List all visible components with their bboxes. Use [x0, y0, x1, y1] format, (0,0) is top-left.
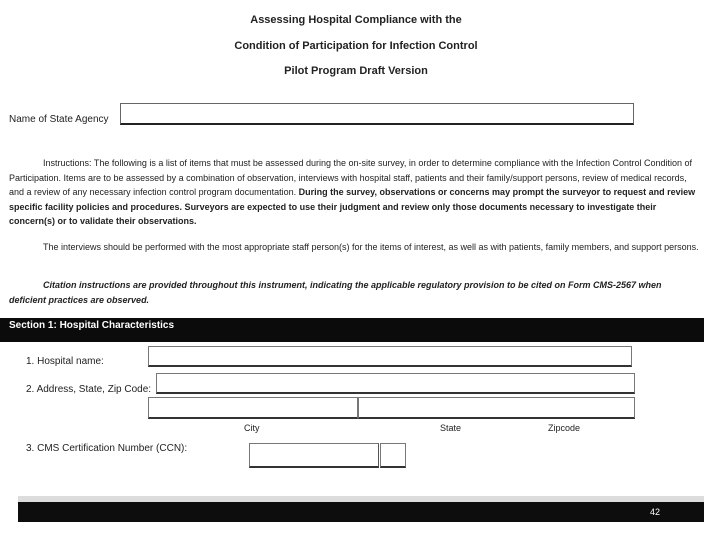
citation-paragraph: [9, 278, 699, 307]
instructions-bold-text: During the survey, observations or concerns may prompt the surveyor to request and review specific facility policies and procedures. Surveyors are expected to use their judgment and review only those documents necessary to investigate their concern(s) or to validate their observations.: [9, 187, 696, 226]
ccn-input[interactable]: [249, 443, 379, 468]
state-agency-label: Name of State Agency: [9, 114, 109, 125]
instructions-text: Instructions: The following is a list of items that must be assessed during the on-site survey, in order to determine compliance with the Infection Control Condition of Participation. Items are to be assessed by a combination of observation, interviews with hospital staff, patients and their family/support persons, review of medical records, and a review of any necessary infection control program documentation.: [9, 158, 692, 197]
state-label: State: [440, 423, 462, 433]
doc-title-line2: Condition of Participation for Infection Control: [234, 40, 478, 52]
address-input[interactable]: [156, 373, 635, 394]
ccn-label: 3. CMS Certification Number (CCN):: [26, 443, 188, 454]
instructions-paragraph: [9, 156, 699, 229]
city-label: City: [244, 423, 260, 433]
hospital-name-input[interactable]: [148, 346, 632, 367]
zipcode-label: Zipcode: [548, 423, 581, 433]
hospital-name-label: 1. Hospital name:: [26, 356, 104, 367]
state-agency-input[interactable]: [120, 103, 634, 125]
interview-text: The interviews should be performed with the most appropriate staff person(s) for the items of interest, as well as with patients, family members, and support persons.: [43, 242, 699, 252]
city-input[interactable]: [148, 397, 358, 419]
section-header-bar: [0, 318, 704, 342]
footer-bar: [18, 502, 704, 522]
page-number: 42: [649, 507, 660, 517]
doc-title-line1: Assessing Hospital Compliance with the: [250, 14, 462, 26]
ccn-suffix-input[interactable]: [380, 443, 406, 468]
interview-paragraph: [9, 240, 699, 255]
citation-text: Citation instructions are provided throughout this instrument, indicating the applicable regulatory provision to be cited on Form CMS-2567 when deficient practices are observed.: [9, 280, 662, 305]
doc-title-line3: Pilot Program Draft Version: [284, 65, 428, 77]
state-zip-input[interactable]: [358, 397, 635, 419]
address-label: 2. Address, State, Zip Code:: [26, 384, 152, 395]
section-title: Section 1: Hospital Characteristics: [9, 320, 175, 331]
